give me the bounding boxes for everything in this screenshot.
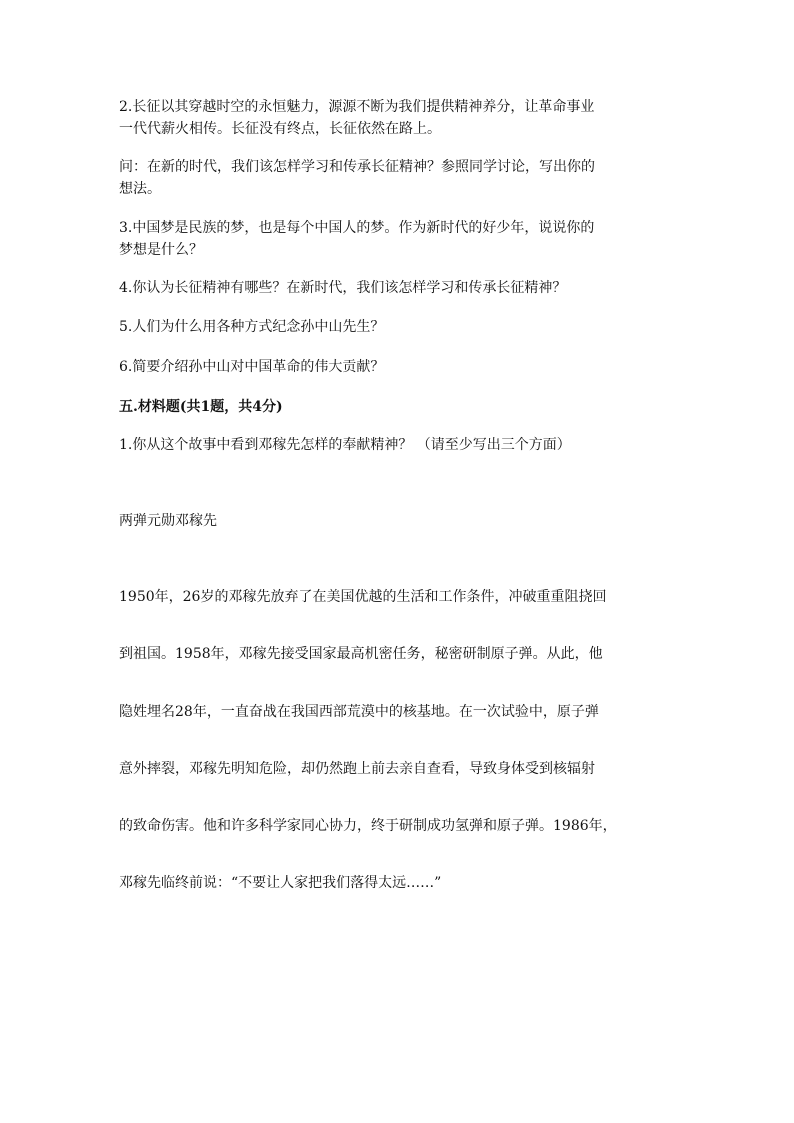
question-2-line-2: 一代代薪火相传。长征没有终点，长征依然在路上。 xyxy=(119,121,441,137)
question-2-ask-line-2: 想法。 xyxy=(119,181,161,197)
story-title: 两弹元勋邓稼先 xyxy=(119,513,217,529)
story-line-6: 邓稼先临终前说：“不要让人家把我们落得太远……” xyxy=(119,875,442,891)
question-3-line-1: 3.中国梦是民族的梦，也是每个中国人的梦。作为新时代的好少年，说说你的 xyxy=(119,220,595,236)
story-line-5: 的致命伤害。他和许多科学家同心协力，终于研制成功氢弹和原子弹。1986年， xyxy=(119,818,617,834)
question-4: 4.你认为长征精神有哪些？在新时代，我们该怎样学习和传承长征精神？ xyxy=(119,280,567,296)
material-question-1: 1.你从这个故事中看到邓稼先怎样的奉献精神？ （请至少写出三个方面） xyxy=(119,437,571,453)
question-5: 5.人们为什么用各种方式纪念孙中山先生？ xyxy=(119,319,385,335)
question-2-line-1: 2.长征以其穿越时空的永恒魅力，源源不断为我们提供精神养分，让革命事业 xyxy=(119,99,595,115)
story-line-4: 意外摔裂，邓稼先明知危险，却仍然跑上前去亲自查看，导致身体受到核辐射 xyxy=(119,761,595,777)
question-2-ask-line-1: 问：在新的时代，我们该怎样学习和传承长征精神？参照同学讨论，写出你的 xyxy=(119,159,595,175)
question-3-line-2: 梦想是什么？ xyxy=(119,242,203,258)
story-line-3: 隐姓埋名28年，一直奋战在我国西部荒漠中的核基地。在一次试验中，原子弹 xyxy=(119,704,599,720)
section-5-heading: 五.材料题(共1题，共4分) xyxy=(119,399,283,415)
story-line-1: 1950年，26岁的邓稼先放弃了在美国优越的生活和工作条件，冲破重重阻挠回 xyxy=(119,589,607,605)
question-6: 6.简要介绍孙中山对中国革命的伟大贡献？ xyxy=(119,359,385,375)
story-line-2: 到祖国。1958年，邓稼先接受国家最高机密任务，秘密研制原子弹。从此，他 xyxy=(119,646,603,662)
